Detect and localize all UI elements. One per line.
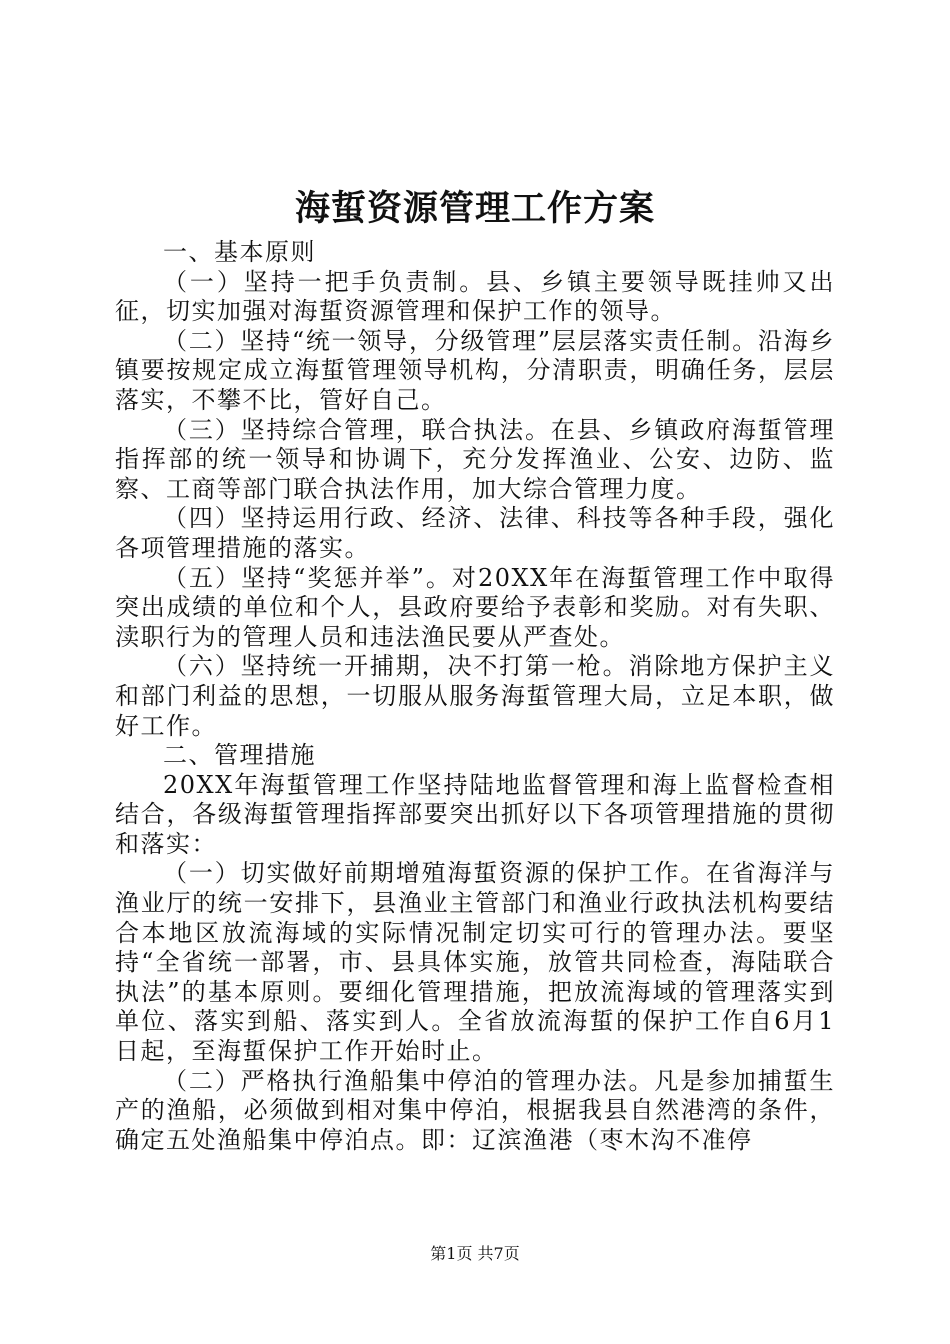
page-footer: 第1页 共7页: [430, 1244, 520, 1263]
paragraph: （四）坚持运用行政、经济、法律、科技等各种手段，强化各项管理措施的落实。: [115, 504, 835, 562]
paragraph: （二）坚持“统一领导，分级管理”层层落实责任制。沿海乡镇要按规定成立海蜇管理领导机构，分清职责，明确任务，层层落实，不攀不比，管好自己。: [115, 326, 835, 414]
document-body: [115, 238, 835, 1155]
paragraph: （五）坚持“奖惩并举”。对20XX年在海蜇管理工作中取得突出成绩的单位和个人，县政府要给予表彰和奖励。对有失职、渎职行为的管理人员和违法渔民要从严查处。: [115, 563, 835, 651]
paragraph: （三）坚持综合管理，联合执法。在县、乡镇政府海蜇管理指挥部的统一领导和协调下，充分发挥渔业、公安、边防、监察、工商等部门联合执法作用，加大综合管理力度。: [115, 415, 835, 503]
document-title: 海蜇资源管理工作方案: [294, 188, 655, 229]
section-heading: 一、基本原则: [163, 238, 316, 266]
paragraph: （一）坚持一把手负责制。县、乡镇主要领导既挂帅又出征，切实加强对海蜇资源管理和保护工作的领导。: [115, 267, 835, 326]
paragraph: （六）坚持统一开捕期，决不打第一枪。消除地方保护主义和部门利益的思想，一切服从服务海蜇管理大局，立足本职，做好工作。: [115, 652, 835, 740]
paragraph: 20XX年海蜇管理工作坚持陆地监督管理和海上监督检查相结合，各级海蜇管理指挥部要突出抓好以下各项管理措施的贯彻和落实：: [115, 770, 835, 858]
section-heading: 二、管理措施: [163, 741, 316, 770]
paragraph: （二）严格执行渔船集中停泊的管理办法。凡是参加捕蜇生产的渔船，必须做到相对集中停泊，根据我县自然港湾的条件，确定五处渔船集中停泊点。即：辽滨渔港（枣木沟不准停: [115, 1066, 835, 1154]
paragraph: （一）切实做好前期增殖海蜇资源的保护工作。在省海洋与渔业厅的统一安排下，县渔业主管部门和渔业行政执法机构要结合本地区放流海域的实际情况制定切实可行的管理办法。要坚持“全省统一部署，市、县具体实施，放管共同检查，海陆联合执法”的基本原则。要细化管理措施，把放流海域的管理落实到单位、落实到船、落实到人。全省放流海蜇的保护工作自6月1日起，至海蜇保护工作开始时止。: [115, 859, 835, 1066]
